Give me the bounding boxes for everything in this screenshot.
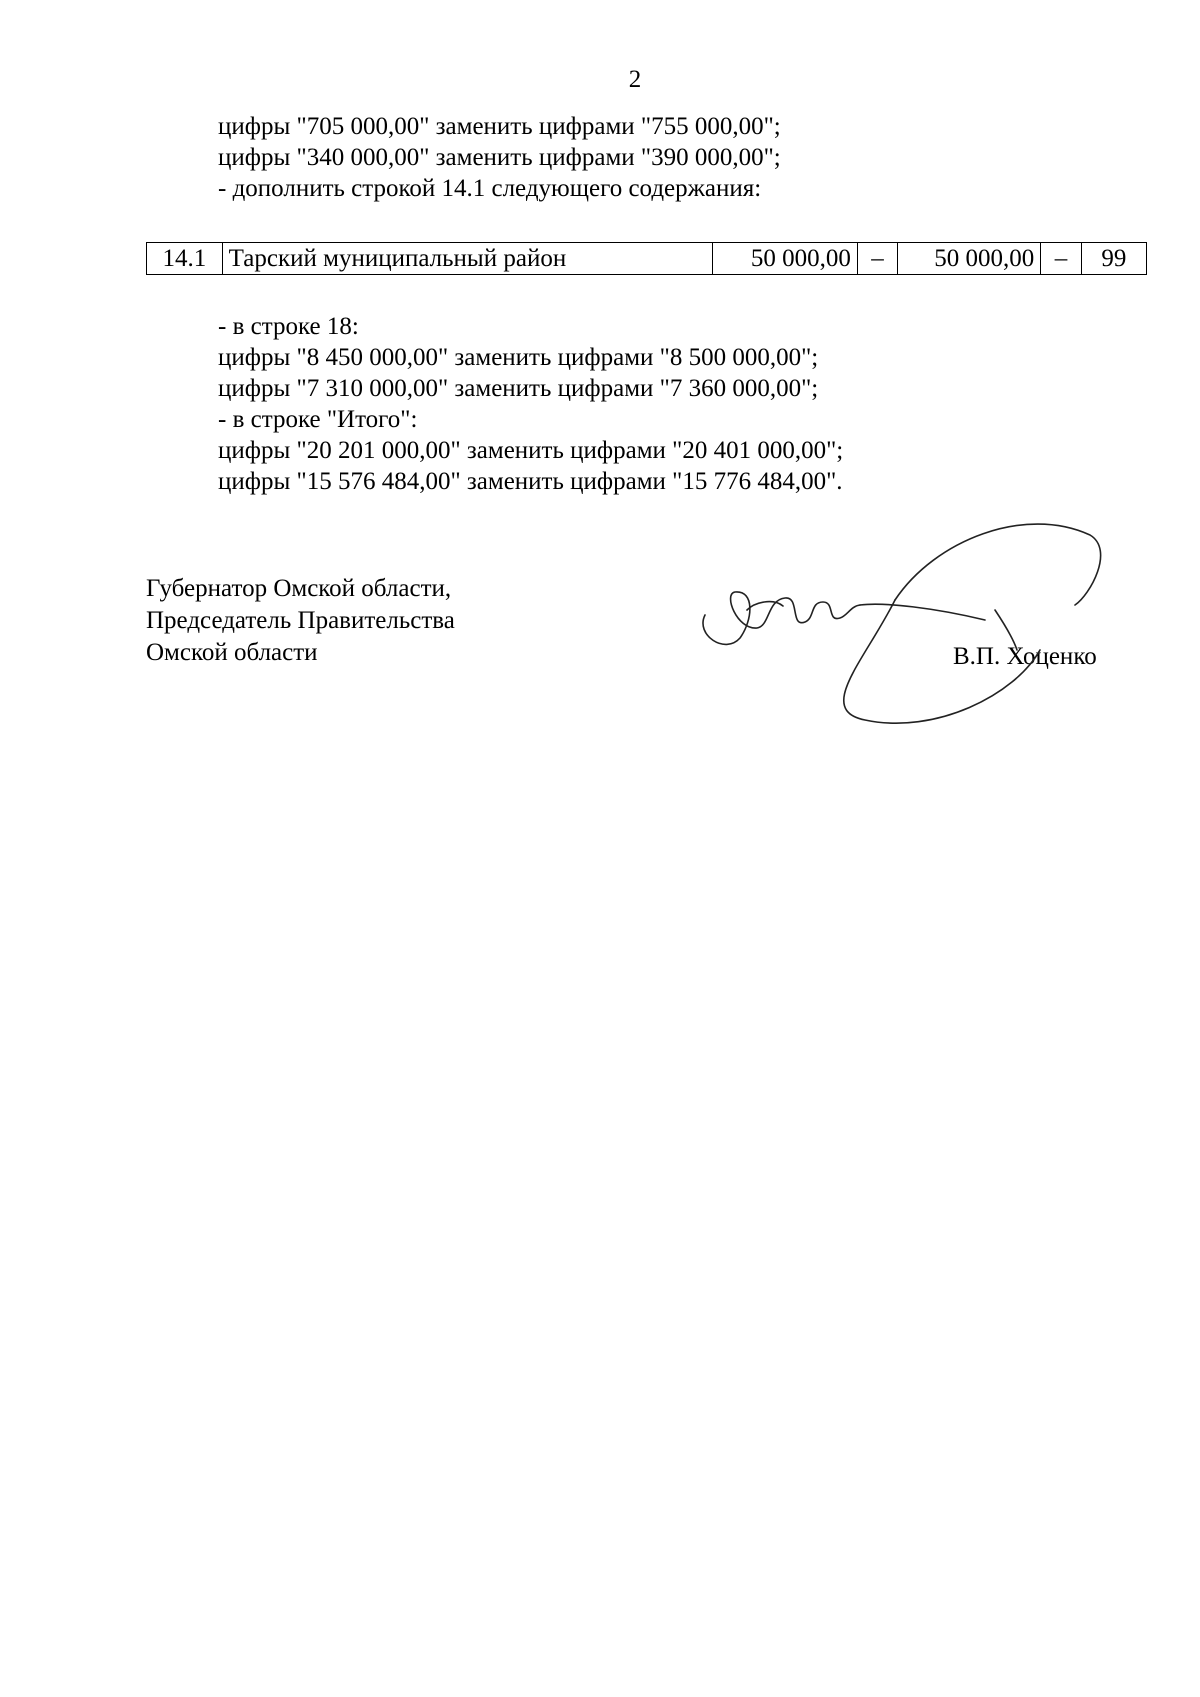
page-number: 2 (628, 66, 642, 93)
row-value2-cell: 50 000,00 (898, 243, 1041, 275)
signer-title (146, 573, 455, 669)
amend-line: - в строке 18: (218, 313, 359, 340)
amend-line: цифры "7 310 000,00" заменить цифрами "7 360 000,00"; (218, 375, 819, 402)
row-number-cell: 14.1 (147, 243, 223, 275)
signer-title-line: Омской области (146, 639, 318, 666)
signer-title-line: Губернатор Омской области, (146, 575, 452, 602)
amend-line: цифры "8 450 000,00" заменить цифрами "8 500 000,00"; (218, 344, 819, 371)
amend-line: цифры "15 576 484,00" заменить цифрами "15 776 484,00". (218, 468, 843, 495)
amendment-text (218, 311, 843, 497)
amend-line: - в строке "Итого": (218, 406, 418, 433)
intro-line: цифры "340 000,00" заменить цифрами "390 000,00"; (218, 144, 781, 171)
intro-text (218, 111, 781, 204)
signer-title-line: Председатель Правительства (146, 607, 455, 634)
intro-line: - дополнить строкой 14.1 следующего содержания: (218, 175, 762, 202)
amend-line: цифры "20 201 000,00" заменить цифрами "20 401 000,00"; (218, 437, 844, 464)
row-dash2-cell: – (1041, 243, 1081, 275)
amendment-table (146, 242, 1147, 275)
signer-name: В.П. Хоценко (953, 643, 1097, 670)
row-value1-cell: 50 000,00 (712, 243, 857, 275)
row-dash1-cell: – (857, 243, 897, 275)
row-name-cell: Тарский муниципальный район (222, 243, 712, 275)
intro-line: цифры "705 000,00" заменить цифрами "755 000,00"; (218, 113, 781, 140)
signature-icon (695, 510, 1105, 730)
table-row (147, 243, 1147, 275)
row-code-cell: 99 (1081, 243, 1146, 275)
